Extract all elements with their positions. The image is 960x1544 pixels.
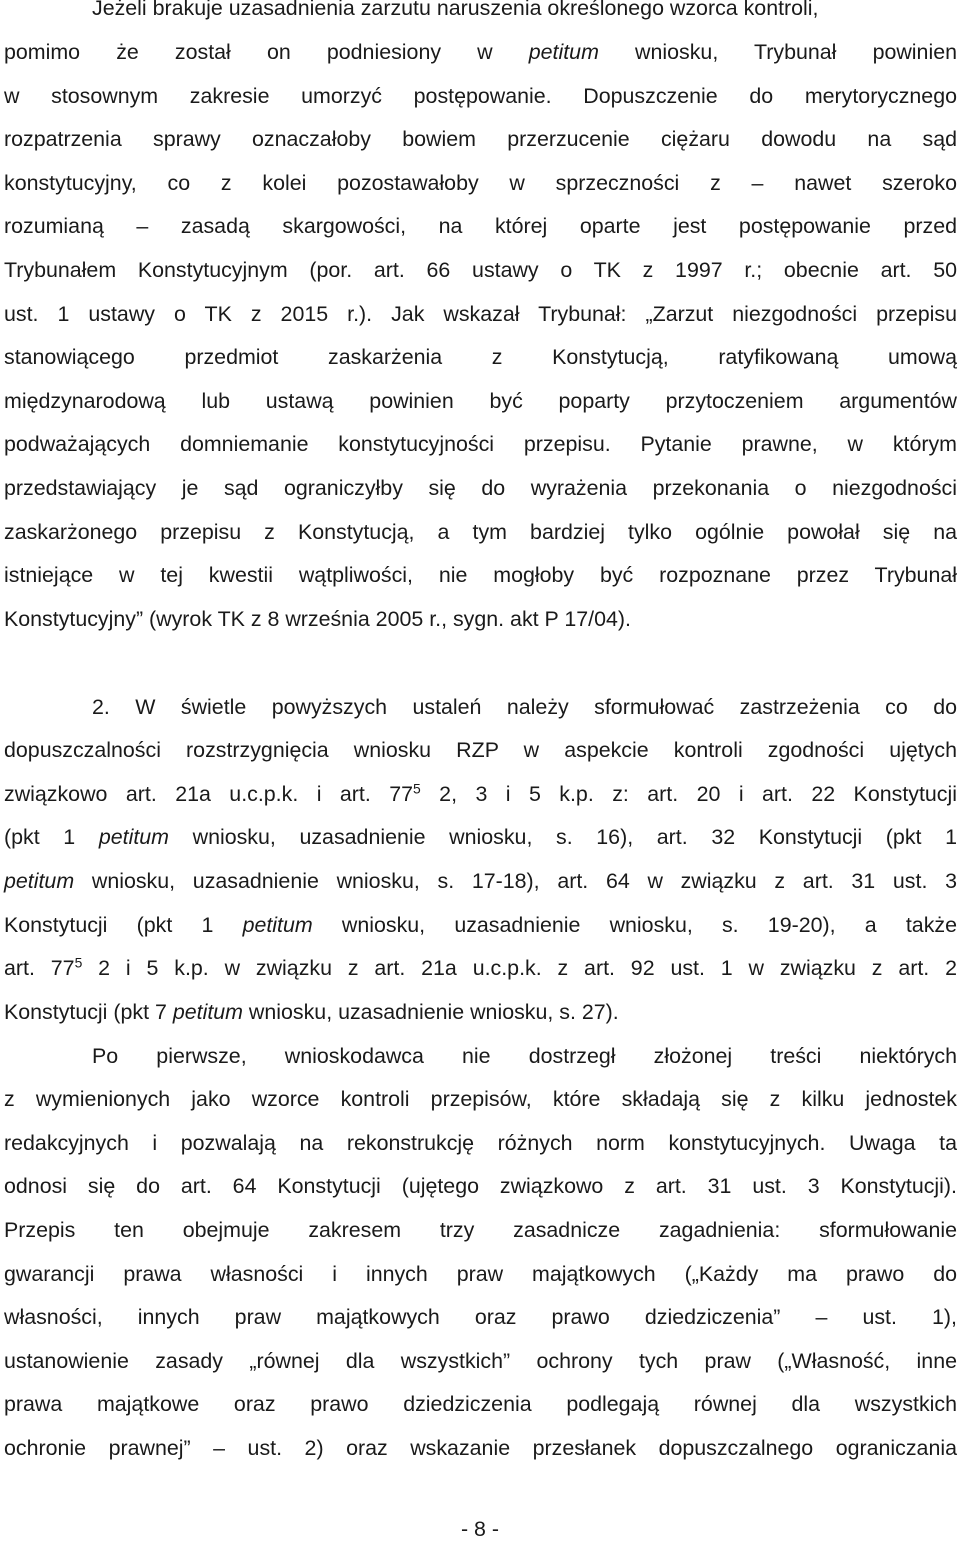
text-line: istniejące w tej kwestii wątpliwości, nie mogłoby być rozpoznane przez Trybunał	[4, 563, 957, 587]
text-line: pomimo że został on podniesiony w petitum wniosku, Trybunał powinien	[4, 40, 957, 64]
text-line: podważających domniemanie konstytucyjności przepisu. Pytanie prawne, w którym	[4, 432, 957, 456]
text-line: z wymienionych jako wzorce kontroli przepisów, które składają się z kilku jednostek	[4, 1087, 957, 1111]
text-line: stanowiącego przedmiot zaskarżenia z Konstytucją, ratyfikowaną umową	[4, 345, 957, 369]
page-number: - 8 -	[460, 1517, 500, 1541]
text-line: rozpatrzenia sprawy oznaczałoby bowiem przerzucenie ciężaru dowodu na sąd	[4, 127, 957, 151]
text-line: rozumianą – zasadą skargowości, na której oparte jest postępowanie przed	[4, 214, 957, 238]
text-line: konstytucyjny, co z kolei pozostawałoby w sprzeczności z – nawet szeroko	[4, 171, 957, 195]
text-line: międzynarodową lub ustawą powinien być poparty przytoczeniem argumentów	[4, 389, 957, 413]
text-line: Przepis ten obejmuje zakresem trzy zasadnicze zagadnienia: sformułowanie	[4, 1218, 957, 1242]
text-line: 2. W świetle powyższych ustaleń należy sformułować zastrzeżenia co do	[92, 695, 957, 719]
text-line: redakcyjnych i pozwalają na rekonstrukcję różnych norm konstytucyjnych. Uwaga ta	[4, 1131, 957, 1155]
text-line: petitum wniosku, uzasadnienie wniosku, s. 17-18), art. 64 w związku z art. 31 ust. 3	[4, 869, 957, 893]
text-line: ustanowienie zasady „równej dla wszystkich” ochrony tych praw („Własność, inne	[4, 1349, 957, 1373]
text-line: odnosi się do art. 64 Konstytucji (ujętego związkowo z art. 31 ust. 3 Konstytucji).	[4, 1174, 957, 1198]
text-line: art. $77^5$ 2 i 5 k.p. w związku z art. 21a u.c.p.k. z art. 92 ust. 1 w związku z art. 2	[4, 954, 957, 980]
text-line: prawa majątkowe oraz prawo dziedziczenia podlegają równej dla wszystkich	[4, 1392, 957, 1416]
text-line: Konstytucji (pkt 1 petitum wniosku, uzasadnienie wniosku, s. 19-20), a także	[4, 913, 957, 937]
text-line: ust. 1 ustawy o TK z 2015 r.). Jak wskazał Trybunał: „Zarzut niezgodności przepisu	[4, 302, 957, 326]
text-line: Jeżeli brakuje uzasadnienia zarzutu naruszenia określonego wzorca kontroli,	[92, 0, 819, 20]
text-line: (pkt 1 petitum wniosku, uzasadnienie wniosku, s. 16), art. 32 Konstytucji (pkt 1	[4, 825, 957, 849]
text-line: Po pierwsze, wnioskodawca nie dostrzegł złożonej treści niektórych	[92, 1044, 957, 1068]
text-line: zaskarżonego przepisu z Konstytucją, a tym bardziej tylko ogólnie powołał się na	[4, 520, 957, 544]
text-line: przedstawiający je sąd ograniczyłby się do wyrażenia przekonania o niezgodności	[4, 476, 957, 500]
text-line: ochronie prawnej” – ust. 2) oraz wskazanie przesłanek dopuszczalnego ograniczania	[4, 1436, 957, 1460]
text-line: Konstytucyjny” (wyrok TK z 8 września 2005 r., sygn. akt P 17/04).	[4, 607, 631, 631]
text-line: związkowo art. 21a u.c.p.k. i art. $77^5$ 2, 3 i 5 k.p. z: art. 20 i art. 22 Konstytucji	[4, 780, 957, 806]
text-line: Trybunałem Konstytucyjnym (por. art. 66 ustawy o TK z 1997 r.; obecnie art. 50	[4, 258, 957, 282]
text-line: w stosownym zakresie umorzyć postępowanie. Dopuszczenie do merytorycznego	[4, 84, 957, 108]
text-line: własności, innych praw majątkowych oraz prawo dziedziczenia” – ust. 1),	[4, 1305, 957, 1329]
text-line: Konstytucji (pkt 7 petitum wniosku, uzasadnienie wniosku, s. 27).	[4, 1000, 619, 1024]
text-line: dopuszczalności rozstrzygnięcia wniosku RZP w aspekcie kontroli zgodności ujętych	[4, 738, 957, 762]
text-line: gwarancji prawa własności i innych praw majątkowych („Każdy ma prawo do	[4, 1262, 957, 1286]
